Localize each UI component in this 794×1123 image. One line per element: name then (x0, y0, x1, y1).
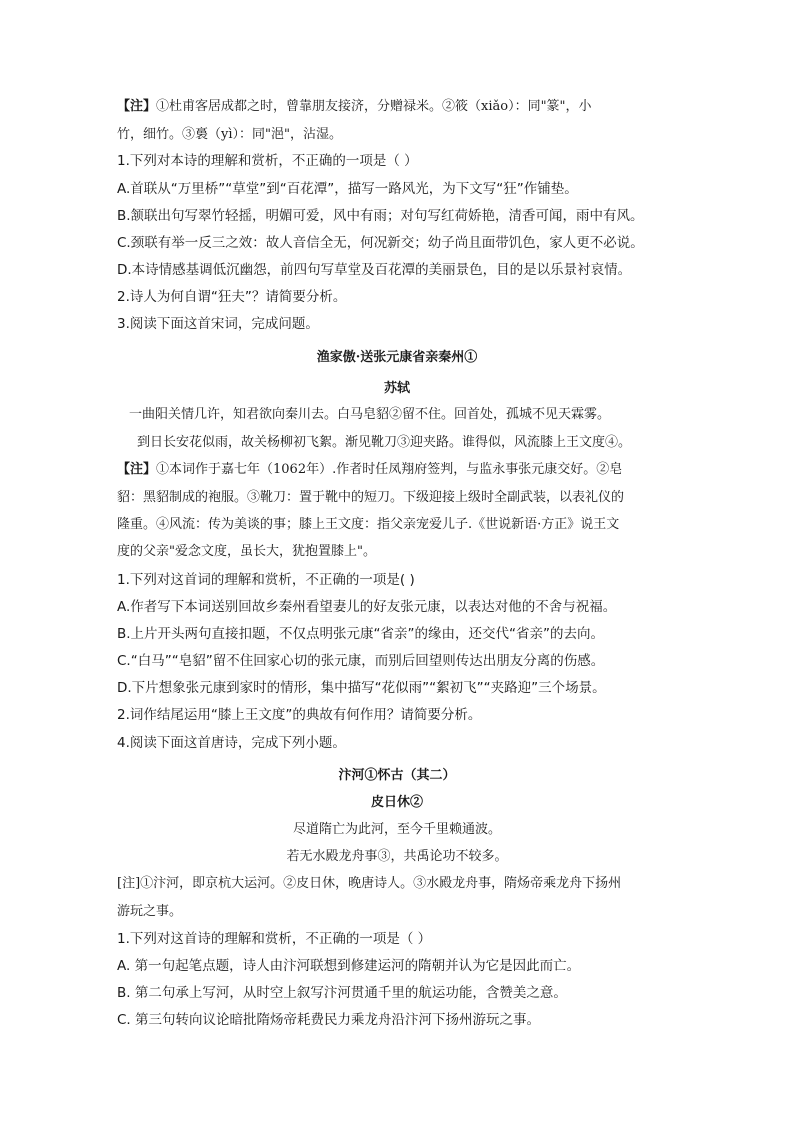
note-text: ①本词作于嘉七年（1062年）.作者时任凤翔府签判，与监永事张元康交好。②皂 (156, 462, 623, 477)
poem-line: 尽道隋亡为此河，至今千里赖通波。 (292, 822, 501, 837)
poem-line: 到日长安花似雨，故关杨柳初飞絮。渐见靴刀③迎夹路。谁得似，风流膝上王文度④。 (137, 435, 632, 450)
option-d: D.本诗情感基调低沉幽怨，前四句写草堂及百花潭的美丽景色，目的是以乐景衬哀情。 (117, 262, 632, 278)
note-line (117, 98, 592, 116)
poem-line: 一曲阳关情几许，知君欲向秦川去。白马皂貂②留不住。回首处，孤城不见天霖雾。 (129, 407, 611, 422)
option-a: A.作者写下本词送别回故乡秦州看望妻儿的好友张元康，以表达对他的不舍与祝福。 (117, 599, 617, 615)
option-c: C. 第三句转向议论暗批隋炀帝耗费民力乘龙舟沿汴河下扬州游玩之事。 (117, 1012, 541, 1028)
poem-title: 渔家傲·送张元康省亲秦州① (316, 350, 478, 365)
option-b: B.颔联出句写翠竹轻摇，明媚可爱，风中有雨；对句写红荷娇艳，清香可闻，雨中有风。 (117, 208, 644, 224)
option-c: C.“白马”“皂貂”留不住回家心切的张元康，而别后回望则传达出朋友分离的伤感。 (117, 653, 605, 669)
note-line: [注]①汴河，即京杭大运河。②皮日休，晚唐诗人。③水殿龙舟事，隋炀帝乘龙舟下扬州 (117, 876, 622, 891)
option-c: C.颈联有举一反三之效：故人音信全无，何况新交；幼子尚且面带饥色，家人更不必说。 (117, 235, 644, 251)
note-line (117, 461, 622, 479)
option-a: A. 第一句起笔点题，诗人由汴河联想到修建运河的隋朝并认为它是因此而亡。 (117, 958, 581, 974)
section-heading: 4.阅读下面这首唐诗，完成下列小题。 (117, 735, 346, 751)
section-heading: 3.阅读下面这首宋词，完成问题。 (117, 316, 319, 332)
note-line: 竹，细竹。③裛（yì）：同"浥"，沾湿。 (117, 127, 342, 142)
poem-author: 皮日休② (370, 795, 423, 810)
note-text: ①杜甫客居成都之时，曾靠朋友接济，分赠禄米。②筱（xiǎo）：同"篆"，小 (156, 99, 592, 114)
option-a: A.首联从“万里桥”“草堂”到“百花潭”，描写一路风光，为下文写“狂”作铺垫。 (117, 181, 578, 197)
note-label: 【注】 (117, 99, 157, 114)
poem-author: 苏轼 (383, 381, 410, 396)
question-stem: 1.下列对本诗的理解和赏析，不正确的一项是（ ） (117, 153, 418, 169)
note-label: 【注】 (117, 462, 157, 477)
option-d: D.下片想象张元康到家时的情形，集中描写“花似雨”“絮初飞”“夹路迎”三个场景。 (117, 680, 606, 696)
note-line: 游玩之事。 (117, 904, 183, 919)
question-stem: 1.下列对这首诗的理解和赏析，不正确的一项是（ ） (117, 931, 432, 947)
option-b: B.上片开头两句直接扣题，不仅点明张元康“省亲”的缘由，还交代“省亲”的去向。 (117, 626, 605, 642)
question-stem: 2.词作结尾运用“膝上王文度”的典故有何作用？请简要分析。 (117, 707, 482, 723)
option-b: B. 第二句承上写河，从时空上叙写汴河贯通千里的航运功能，含赞美之意。 (117, 985, 567, 1001)
note-line: 度的父亲"爱念文度，虽长大，犹抱置膝上"。 (117, 544, 376, 559)
question-stem: 2.诗人为何自谓“狂夫”？请简要分析。 (117, 289, 347, 305)
question-stem: 1.下列对这首词的理解和赏析，不正确的一项是( ) (117, 572, 415, 588)
poem-title: 汴河①怀古（其二） (338, 768, 456, 783)
note-line: 貂：黑貂制成的袍服。③靴刀：置于靴中的短刀。下级迎接上级时全副武装，以表礼仪的 (117, 490, 625, 505)
poem-line: 若无水殿龙舟事③，共禹论功不较多。 (286, 849, 508, 864)
note-line: 隆重。④风流：传为美谈的事；膝上王文度：指父亲宠爱儿子.《世说新语·方正》说王文 (117, 517, 620, 532)
